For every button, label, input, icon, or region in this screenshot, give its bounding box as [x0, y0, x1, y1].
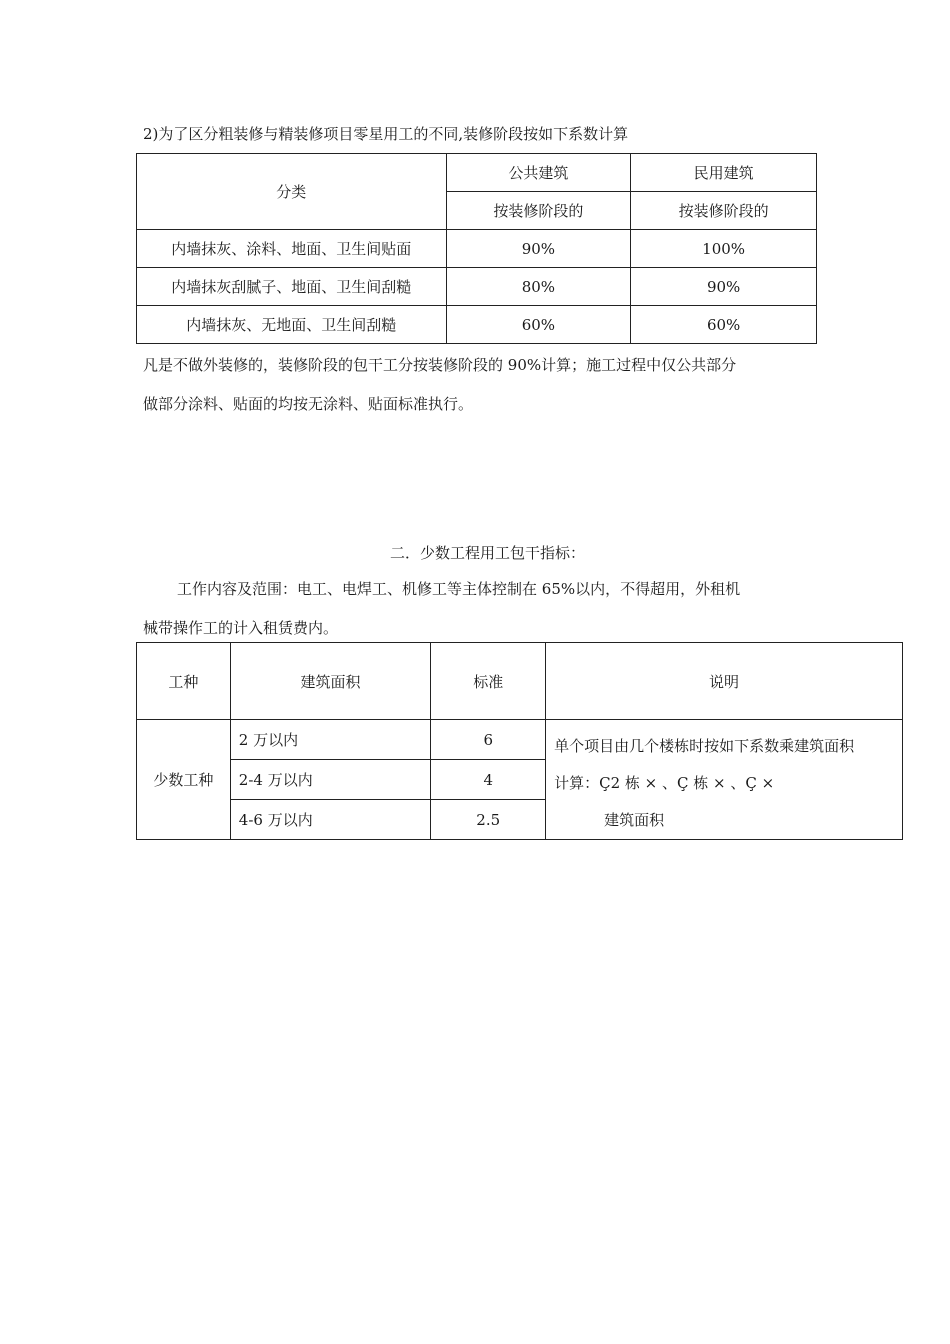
public-building-header: 公共建筑 [446, 154, 631, 192]
description-line: 建筑面积 [604, 811, 665, 829]
standard-cell: 2.5 [431, 800, 546, 840]
civil-building-header: 民用建筑 [631, 154, 817, 192]
description-cell [546, 720, 903, 840]
trade-cell: 少数工种 [137, 720, 231, 840]
table-row [137, 306, 817, 344]
description-header: 说明 [546, 643, 903, 720]
standard-cell: 6 [431, 720, 546, 760]
scope-paragraph-line: 工作内容及范围：电工、电焊工、机修工等主体控制在 65%以内，不得超用，外租机 [177, 580, 741, 598]
civil-sub-header: 按装修阶段的 [631, 192, 817, 230]
note-paragraph-line: 做部分涂料、贴面的均按无涂料、贴面标准执行。 [143, 395, 474, 413]
decoration-coefficient-table [136, 153, 817, 344]
standard-header: 标准 [431, 643, 546, 720]
public-value: 90% [446, 230, 631, 268]
civil-value: 100% [631, 230, 817, 268]
row-label: 内墙抹灰、无地面、卫生间刮糙 [137, 306, 447, 344]
public-sub-header: 按装修阶段的 [446, 192, 631, 230]
table-row [137, 230, 817, 268]
area-cell: 4-6 万以内 [230, 800, 431, 840]
intro-text: 2)为了区分粗装修与精装修项目零星用工的不同,装修阶段按如下系数计算 [143, 125, 629, 143]
civil-value: 90% [631, 268, 817, 306]
labor-index-table [136, 642, 903, 840]
row-label: 内墙抹灰刮腻子、地面、卫生间刮糙 [137, 268, 447, 306]
civil-value: 60% [631, 306, 817, 344]
section-title: 二．少数工程用工包干指标： [389, 544, 585, 562]
row-label: 内墙抹灰、涂料、地面、卫生间贴面 [137, 230, 447, 268]
area-header: 建筑面积 [230, 643, 431, 720]
category-header: 分类 [137, 154, 447, 230]
table-row [137, 720, 903, 760]
standard-cell: 4 [431, 760, 546, 800]
description-line: 单个项目由几个楼栋时按如下系数乘建筑面积 [554, 737, 855, 755]
public-value: 60% [446, 306, 631, 344]
description-line: 计算：Ç2 栋 × 、Ç 栋 × 、Ç × [554, 774, 775, 792]
note-paragraph-line: 凡是不做外装修的，装修阶段的包干工分按装修阶段的 90%计算；施工过程中仅公共部分 [143, 356, 737, 374]
table-row [137, 268, 817, 306]
scope-paragraph-line: 械带操作工的计入租赁费内。 [143, 619, 339, 637]
public-value: 80% [446, 268, 631, 306]
trade-header: 工种 [137, 643, 231, 720]
area-cell: 2-4 万以内 [230, 760, 431, 800]
area-cell: 2 万以内 [230, 720, 431, 760]
